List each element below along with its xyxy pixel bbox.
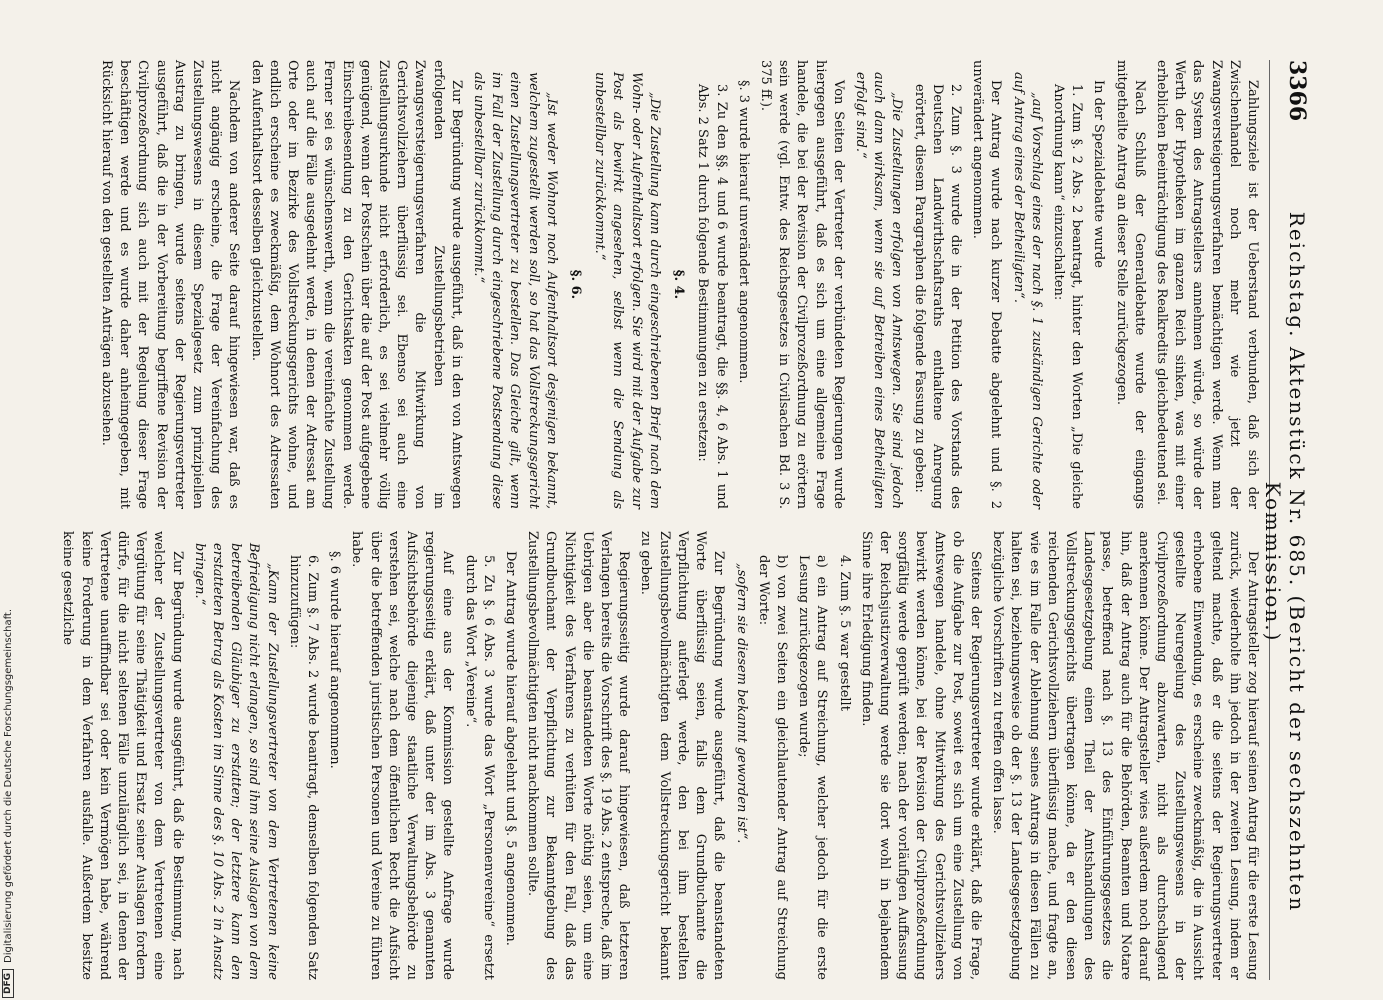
right-column xyxy=(54,531,1261,980)
paragraph: Der Antragsteller zog hierauf seinen Antrag für die erste Lesung zurück, wiederholte ihn jedoch in der zweiten Lesung, indem er geltend machte, daß er die seitens der Regierungsvertreter erhobene Einwendung, es erscheine zweckmäßig, die in Aussicht gestellte Neuregelung des Zustellungswesens in der Civilprozeßordnung abzuwarten, nicht als durchschlagend anerkennen könne. Der Antragsteller wies außerdem noch darauf hin, daß der Antrag auch für die Behörden, Beamten und Notare passe, betreffend nach §. 13 des Einführungsgesetzes die Landesgesetzgebung einen Theil der Amtshandlungen des Vollstreckungsgerichts übertragen könne, da er den diesen reichenden Gerichtsvollziehern überflüssig mache, und fragte an, wie es im Falle der Ablehnung seines Antrags in diesen Fällen zu halten sei, beziehungsweise ob der §. 13 der Landesgesetzgebung bezügliche Vorschriften zu treffen offen lasse. xyxy=(990,531,1260,980)
paragraph: §. 6 wurde hierauf angenommen. xyxy=(327,551,343,769)
paragraph: Auf eine aus der Kommission gestellte Anfrage wurde regierungsseitig erklärt, daß unter der im Abs. 3 genannten Aufsichtsbehörde diejenige staatliche Verwaltungsbehörde zu verstehen sei, welche nach dem öffentlichen Recht die Aufsicht über die betreffenden juristischen Personen und Vereine zu führen habe. xyxy=(349,531,456,980)
rotated-page xyxy=(60,60,1310,980)
paragraph: Zahlungsziele ist der Ueberstand verbunden, daß sich der Zwischenhandel noch mehr wie jetzt der Zwangsversteigerungsverfahren bemächtigen werde. Wenn man das System des Antragstellers annehmen würde, so würde der Werth der Hypotheken im ganzen Reich sinken, was mit einer erheblichen Beeinträchtigung des Realkredits gleichbedeutend sei. xyxy=(1153,60,1260,509)
paragraph: Seitens der Regierungsvertreter wurde erklärt, daß die Frage, ob die Aufgabe zur Post, soweit es sich um eine Zustellung von Amtswegen handele, ohne Mitwirkung des Gerichtsvollziehers bewirkt werden könne, bei der Revision der Civilprozeßordnung sorgfältig werde geprüft werden; nach der vorläufigen Auffassung der Reichsjustizverwaltung werde sie dort wohl in bejahendem Sinne ihre Erledigung finden. xyxy=(858,531,983,980)
paragraph: In der Spezialdebatte wurde xyxy=(1091,80,1107,268)
list-item: 5. Zu §. 6 Abs. 3 wurde das Wort „Personenvereine“ ersetzt durch das Wort „Vereine“. xyxy=(462,555,496,980)
list-item: b) von zwei Seiten ein gleichlautender Antrag auf Streichung der Worte: xyxy=(755,555,789,980)
section-heading: §. 4. xyxy=(671,269,687,300)
paragraph: §. 3 wurde hierauf unverändert angenommen. xyxy=(735,80,751,384)
paragraph: Nach Schluß der Generaldebatte wurde der eingangs mitgetheilte Antrag an dieser Stelle zurückgezogen. xyxy=(1113,60,1147,509)
section-heading: §. 6. xyxy=(568,269,584,300)
list-item: 6. Zum §. 7 Abs. 2 wurde beantragt, demselben folgenden Satz hinzuzufügen: xyxy=(286,555,321,980)
dfg-logo: DFG xyxy=(2,969,14,998)
quote: „Die Zustellungen erfolgen von Amtswegen. Sie sind jedoch auch dann wirksam, wenn sie auf Betreiben eines Betheiligten erfolgt sind.“ xyxy=(852,72,905,509)
paragraph: Regierungsseitig wurde darauf hingewiesen, daß letzteren Verlangen bereits die Vorschrift des §. 19 Abs. 2 entspreche, daß im Uebrigen aber die beanstandeten Worte nöthig seien, um eine Nichtigkeit des Verfahrens zu verhüten für den Fall, daß das Grundbuchamt der Verpflichtung zur Bekanntgebung des Zustellungsbevollmächtigten nicht nachkommen sollte. xyxy=(525,531,632,980)
paragraph: Zur Begründung wurde ausgeführt, daß in den von Amtswegen erfolgenden Zustellungsbetrieben im Zwangsversteigerungsverfahren die Mitwirkung von Gerichtsvollziehern überflüssig sei. Ebenso sei auch eine Zustellungsurkunde nicht erforderlich, es sei vielmehr völlig genügend, wenn der Postschein über die auf der Post aufgegebene Einschreibesendung zu den Gerichtsakten genommen werde. Ferner sei es wünschenswerth, wenn die vereinfachte Zustellung auch auf die Fälle ausgedehnt werde, in denen der Adressat am Orte oder im Bezirke des Vollstreckungsgerichts wohne, und endlich erscheine es zweckmäßig, dem Wohnort des Adressaten den Aufenthaltsort desselben gleichzustellen. xyxy=(248,60,464,509)
page-title: Reichstag. Aktenstück Nr. 685. (Bericht der sechszehnten Kommission.) xyxy=(1261,211,1309,913)
list-item: 2. Zum §. 3 wurde die in der Petition des Vorstands des Deutschen Landwirthschaftsraths enthaltene Anregung erörtert, diesem Paragraphen die folgende Fassung zu geben: xyxy=(911,84,963,509)
text-columns xyxy=(54,60,1261,980)
paragraph: Der Antrag wurde hierauf abgelehnt und §. 5 angenommen. xyxy=(503,551,519,946)
quote: „sofern sie diesem bekannt geworden ist“. xyxy=(733,563,749,844)
section-text: „Die Zustellung kann durch eingeschriebenen Brief nach dem Wohn- oder Aufenthaltsort erfolgen. Sie wird mit der Aufgabe zur Post als bewirkt angesehen, selbst wenn die Sendung als unbestellbar zurückkommt.“ xyxy=(592,72,662,509)
list-item: 1. Zum §. 2 Abs. 2 beantragt, hinter den Worten „Die gleiche Anordnung kann“ einzuschalten: xyxy=(1050,84,1085,509)
quote: „Kann der Zustellungsvertreter von dem Vertretenen keine Befriedigung nicht erlangen, so sind ihm seine Auslagen von dem betreibenden Gläubiger zu erstatten; der letztere kann den erstatteten Betrag als Kosten im Sinne des §. 10 Abs. 2 in Ansatz bringen.“ xyxy=(191,543,280,980)
list-item: a) ein Antrag auf Streichung, welcher jedoch für die erste Lesung zurückgezogen wurde; xyxy=(796,555,830,980)
quote: „auf Vorschlag eines der nach §. 1 zuständigen Gerichte oder auf Antrag eines der Betheiligten“. xyxy=(1010,72,1044,509)
digitization-credit xyxy=(2,0,14,998)
list-item: 3. Zu den §§. 4 und 6 wurde beantragt, die §§. 4, 6 Abs. 1 und Abs. 2 Satz 1 durch folgende Bestimmungen zu ersetzen: xyxy=(695,84,729,509)
paragraph: Der Antrag wurde nach kurzer Debatte abgelehnt und §. 2 unverändert angenommen. xyxy=(970,60,1004,509)
paragraph: Von Seiten der Vertreter der verbündeten Regierungen wurde hiergegen ausgeführt, daß es sich um eine allgemeine Frage handele, die bei der Revision der Civilprozeßordnung zu erörtern sein werde (vgl. Entw. des Reichsgesetzes in Civilsachen Bd. 3 S. 375 ff.). xyxy=(757,60,846,509)
credit-text: Digitalisierung gefördert durch die Deutsche Forschungsgemeinschaft. xyxy=(2,608,14,963)
section-text: „Ist weder Wohnort noch Aufenthaltsort desjenigen bekannt, welchem zugestellt werden soll, so hat das Vollstreckungsgericht einen Zustellungsvertreter zu bestellen. Das Gleiche gilt, wenn im Fall der Zustellung durch eingeschriebene Postsendung diese als unbestellbar zurückkommt.“ xyxy=(471,72,559,509)
list-item: 4. Zum §. 5 war gestellt xyxy=(836,555,852,711)
page-header xyxy=(1261,60,1310,980)
paragraph: Zur Begründung wurde ausgeführt, daß die beanstandeten Worte überflüssig seien, falls dem Grundbuchamte die Verpflichtung auferlegt werde, den bei ihm bestellten Zustellungsbevollmächtigten dem Vollstreckungsgericht bekannt zu geben. xyxy=(638,531,727,980)
paragraph: Zur Begründung wurde ausgeführt, daß die Bestimmung, nach welcher der Zustellungsvertreter von dem Vertretenen eine Vergütung für seine Thätigkeit und Ersatz seiner Auslagen fordern dürfe, für die nicht seltenen Fälle unzulänglich sei, in denen der Vertretene unauffindbar sei oder kein Vermögen habe, während keine Forderung in dem Verfahren ausfalle. Außerdem besitze keine gesetzliche xyxy=(60,531,185,980)
paragraph: Nachdem von anderer Seite darauf hingewiesen war, daß es nicht angängig erscheine, die Frage der Vereinfachung des Zustellungswesens in diesem Spezialgesetz zum prinzipiellen Austrag zu bringen, wurde seitens der Regierungsvertreter ausgeführt, daß die in der Vorbereitung begriffene Revision der Civilprozeßordnung sich auch mit der Regelung dieser Frage beschäftigen werde und es wurde daher anheimgegeben, mit Rücksicht hierauf von den gestellten Anträgen abzusehen. xyxy=(99,60,242,509)
left-column xyxy=(54,60,1261,509)
page-number: 3366 xyxy=(1284,60,1310,122)
